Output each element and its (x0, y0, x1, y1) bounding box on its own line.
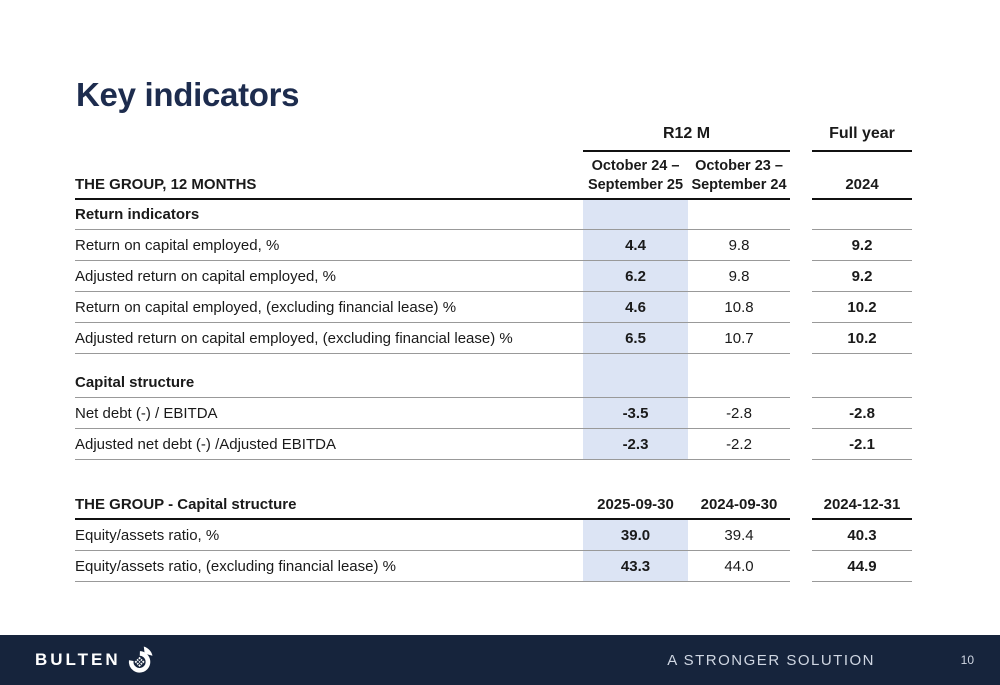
r12m-group-header: R12 M (583, 118, 790, 152)
footer-bar (0, 635, 1000, 685)
value-cell: 10.8 (688, 292, 790, 323)
spacer-cell (688, 354, 790, 367)
gap-cell (790, 398, 812, 429)
value-cell: 9.2 (812, 261, 912, 292)
page-number: 10 (960, 653, 974, 667)
col2-header (688, 152, 790, 200)
value-cell: 39.0 (583, 520, 688, 551)
bulten-logo-text: BULTEN (35, 650, 121, 669)
value-cell: 6.5 (583, 323, 688, 354)
row-label: Return on capital employed, (excluding financial lease) % (75, 292, 583, 323)
gap-cell (790, 520, 812, 551)
value-cell: 43.3 (583, 551, 688, 582)
value-cell: 9.2 (812, 230, 912, 261)
row-label: Net debt (-) / EBITDA (75, 398, 583, 429)
value-cell: -2.8 (812, 398, 912, 429)
gap-cell (790, 367, 812, 398)
footer-tagline: A STRONGER SOLUTION (667, 651, 875, 669)
spacer-cell (812, 354, 912, 367)
gap-cell (790, 323, 812, 354)
value-cell: 4.6 (583, 292, 688, 323)
value-cell: 9.8 (688, 261, 790, 292)
table2-col1-header: 2025-09-30 (583, 490, 688, 520)
row-label: Equity/assets ratio, (excluding financial lease) % (75, 551, 583, 582)
value-cell (583, 200, 688, 230)
table2-col2-header: 2024-09-30 (688, 490, 790, 520)
col1-header-line1: October 24 – (591, 158, 680, 175)
spacer-cell (583, 354, 688, 367)
gap-cell (790, 230, 812, 261)
value-cell: 10.7 (688, 323, 790, 354)
value-cell: -2.2 (688, 429, 790, 460)
value-cell (583, 367, 688, 398)
value-cell: 9.8 (688, 230, 790, 261)
row-label: Adjusted return on capital employed, % (75, 261, 583, 292)
value-cell: 39.4 (688, 520, 790, 551)
value-cell: -2.3 (583, 429, 688, 460)
row-label: Adjusted net debt (-) /Adjusted EBITDA (75, 429, 583, 460)
col2-header-line1: October 23 – (695, 158, 783, 175)
col1-header (583, 152, 688, 200)
value-cell: 6.2 (583, 261, 688, 292)
value-cell (688, 200, 790, 230)
gap-cell (790, 118, 812, 152)
fullyear-group-header: Full year (812, 118, 912, 152)
spacer-cell (75, 354, 583, 367)
capital-structure-table (75, 490, 912, 582)
bulten-bolt-icon (128, 646, 153, 674)
gap-cell (790, 200, 812, 230)
col3-header: 2024 (812, 152, 912, 200)
row-label: Return on capital employed, % (75, 230, 583, 261)
gap-cell (790, 551, 812, 582)
section-header-return-indicators: Return indicators (75, 200, 583, 230)
value-cell: 44.0 (688, 551, 790, 582)
table1-label-header: THE GROUP, 12 MONTHS (75, 152, 583, 200)
key-indicators-table (75, 118, 912, 460)
value-cell (812, 200, 912, 230)
bulten-logo (35, 635, 153, 685)
value-cell: -2.1 (812, 429, 912, 460)
row-label: Equity/assets ratio, % (75, 520, 583, 551)
gap-cell (790, 490, 812, 520)
value-cell: 40.3 (812, 520, 912, 551)
value-cell (812, 367, 912, 398)
col1-header-line2: September 25 (587, 177, 684, 194)
row-label: Adjusted return on capital employed, (excluding financial lease) % (75, 323, 583, 354)
gap-cell (790, 261, 812, 292)
table2-col3-header: 2024-12-31 (812, 490, 912, 520)
spacer-cell (75, 118, 583, 152)
value-cell: 4.4 (583, 230, 688, 261)
gap-cell (790, 429, 812, 460)
value-cell: -2.8 (688, 398, 790, 429)
section-header-capital-structure: Capital structure (75, 367, 583, 398)
value-cell: -3.5 (583, 398, 688, 429)
col2-header-line2: September 24 (691, 177, 787, 194)
table2-label-header: THE GROUP - Capital structure (75, 490, 583, 520)
value-cell: 10.2 (812, 292, 912, 323)
value-cell: 44.9 (812, 551, 912, 582)
gap-cell (790, 354, 812, 367)
page-title: Key indicators (76, 76, 300, 113)
gap-cell (790, 152, 812, 200)
value-cell (688, 367, 790, 398)
value-cell: 10.2 (812, 323, 912, 354)
gap-cell (790, 292, 812, 323)
